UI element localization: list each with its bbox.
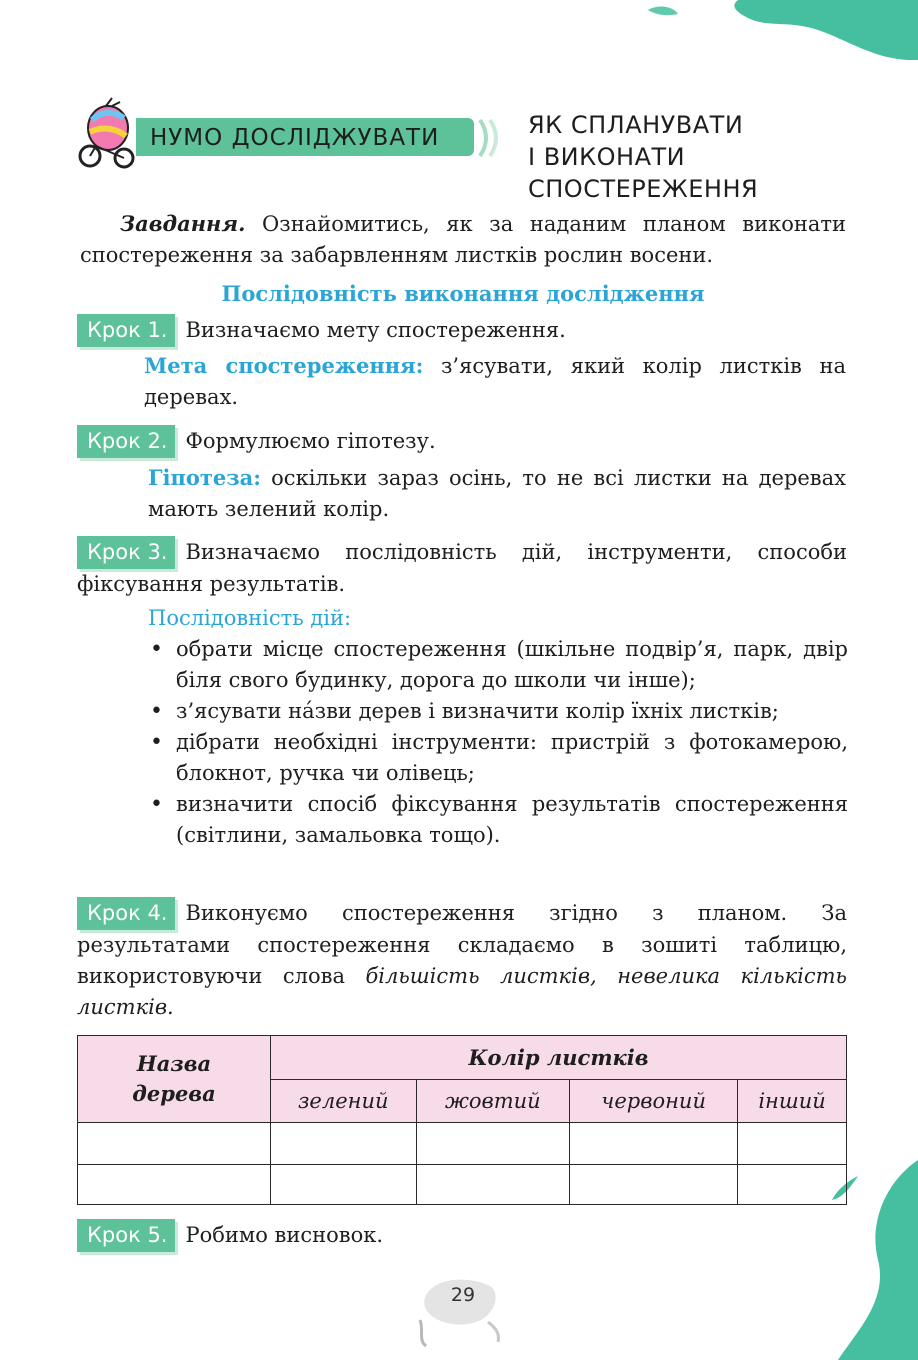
- hypothesis-label: Гіпотеза:: [148, 465, 261, 490]
- table-cell: [738, 1164, 847, 1204]
- step-4: [77, 897, 847, 1023]
- table-header-tree-name: Назва дерева: [78, 1036, 271, 1123]
- list-item: • дібрати необхідні інструменти: пристрій з фотокамерою, блокнот, ручка чи олівець;: [148, 727, 848, 789]
- step-5-text: Робимо висновок.: [185, 1223, 384, 1247]
- table-subheader: зелений: [271, 1080, 417, 1122]
- observation-table: [77, 1035, 847, 1205]
- table-cell: [271, 1122, 417, 1164]
- table-cell: [271, 1164, 417, 1204]
- hypothesis-paragraph: [148, 462, 846, 525]
- table-subheader: інший: [738, 1080, 847, 1122]
- banner-subtitle-line: І ВИКОНАТИ: [528, 143, 686, 171]
- step-4-italic: більшість листків, невелика кількість листків.: [77, 964, 847, 1019]
- list-item: • з’ясувати на́зви дерев і визначити колір їхніх листків;: [148, 696, 848, 727]
- table-row: [78, 1122, 847, 1164]
- table-header-leaf-color: Колір листків: [271, 1036, 847, 1080]
- step-3: [77, 536, 847, 600]
- banner-subtitle: [528, 109, 808, 205]
- banner-subtitle-line: СПОСТЕРЕЖЕННЯ: [528, 175, 759, 203]
- page-number-splash-decoration: [400, 1270, 510, 1350]
- section-banner: [136, 118, 474, 156]
- step-1: [77, 314, 847, 347]
- goal-paragraph: [144, 350, 846, 413]
- goal-label: Мета спостереження:: [144, 353, 424, 378]
- step-4-text: Виконуємо спостереження згідно з планом. За результатами спостереження складаємо в зошиті таблицю, використовуючи слова: [77, 901, 847, 988]
- table-subheader: червоний: [570, 1080, 738, 1122]
- table-cell: [570, 1122, 738, 1164]
- banner-stripes-decoration: [476, 118, 506, 158]
- page-number: 29: [450, 1284, 476, 1306]
- decorative-blob-top: [618, 0, 918, 60]
- task-text: Ознайомитись, як за наданим планом виконати спостереження за забарвленням листків рослин восени.: [80, 212, 846, 267]
- table-row: [78, 1164, 847, 1204]
- list-item: • обрати місце спостереження (шкільне подвір’я, парк, двір біля свого будинку, дорога до школи чи інше);: [148, 634, 848, 696]
- list-item: • визначити спосіб фіксування результатів спостереження (світлини, замальовка тощо).: [148, 789, 848, 851]
- sequence-heading: Послідовність виконання дослідження: [221, 281, 705, 306]
- task-paragraph: [80, 208, 846, 271]
- step-4-badge: Крок 4.: [77, 897, 175, 930]
- goal-text: з’ясувати, який колір листків на деревах.: [144, 354, 846, 409]
- banner-title: НУМО ДОСЛІДЖУВАТИ: [150, 125, 440, 151]
- step-2: [77, 425, 847, 458]
- table-cell: [416, 1122, 570, 1164]
- hypothesis-text: оскільки зараз осінь, то не всі листки на деревах мають зелений колір.: [148, 466, 846, 521]
- banner-subtitle-line: ЯК СПЛАНУВАТИ: [528, 111, 744, 139]
- table-cell: [738, 1122, 847, 1164]
- bicycle-mascot-icon: [76, 96, 138, 172]
- step-5: [77, 1219, 847, 1252]
- table-subheader: жовтий: [416, 1080, 570, 1122]
- step-2-text: Формулюємо гіпотезу.: [185, 429, 436, 453]
- table-cell: [570, 1164, 738, 1204]
- table-cell: [78, 1122, 271, 1164]
- table-cell: [78, 1164, 271, 1204]
- step-3-text: Визначаємо послідовність дій, інструменти, способи фіксування результатів.: [77, 540, 847, 596]
- step-3-badge: Крок 3.: [77, 536, 175, 569]
- actions-list: [148, 634, 848, 851]
- step-2-badge: Крок 2.: [77, 425, 175, 458]
- step-1-text: Визначаємо мету спостереження.: [185, 318, 566, 342]
- step-5-badge: Крок 5.: [77, 1219, 175, 1252]
- actions-heading: Послідовність дій:: [148, 606, 352, 630]
- task-label: Завдання.: [120, 211, 246, 236]
- table-cell: [416, 1164, 570, 1204]
- step-1-badge: Крок 1.: [77, 314, 175, 347]
